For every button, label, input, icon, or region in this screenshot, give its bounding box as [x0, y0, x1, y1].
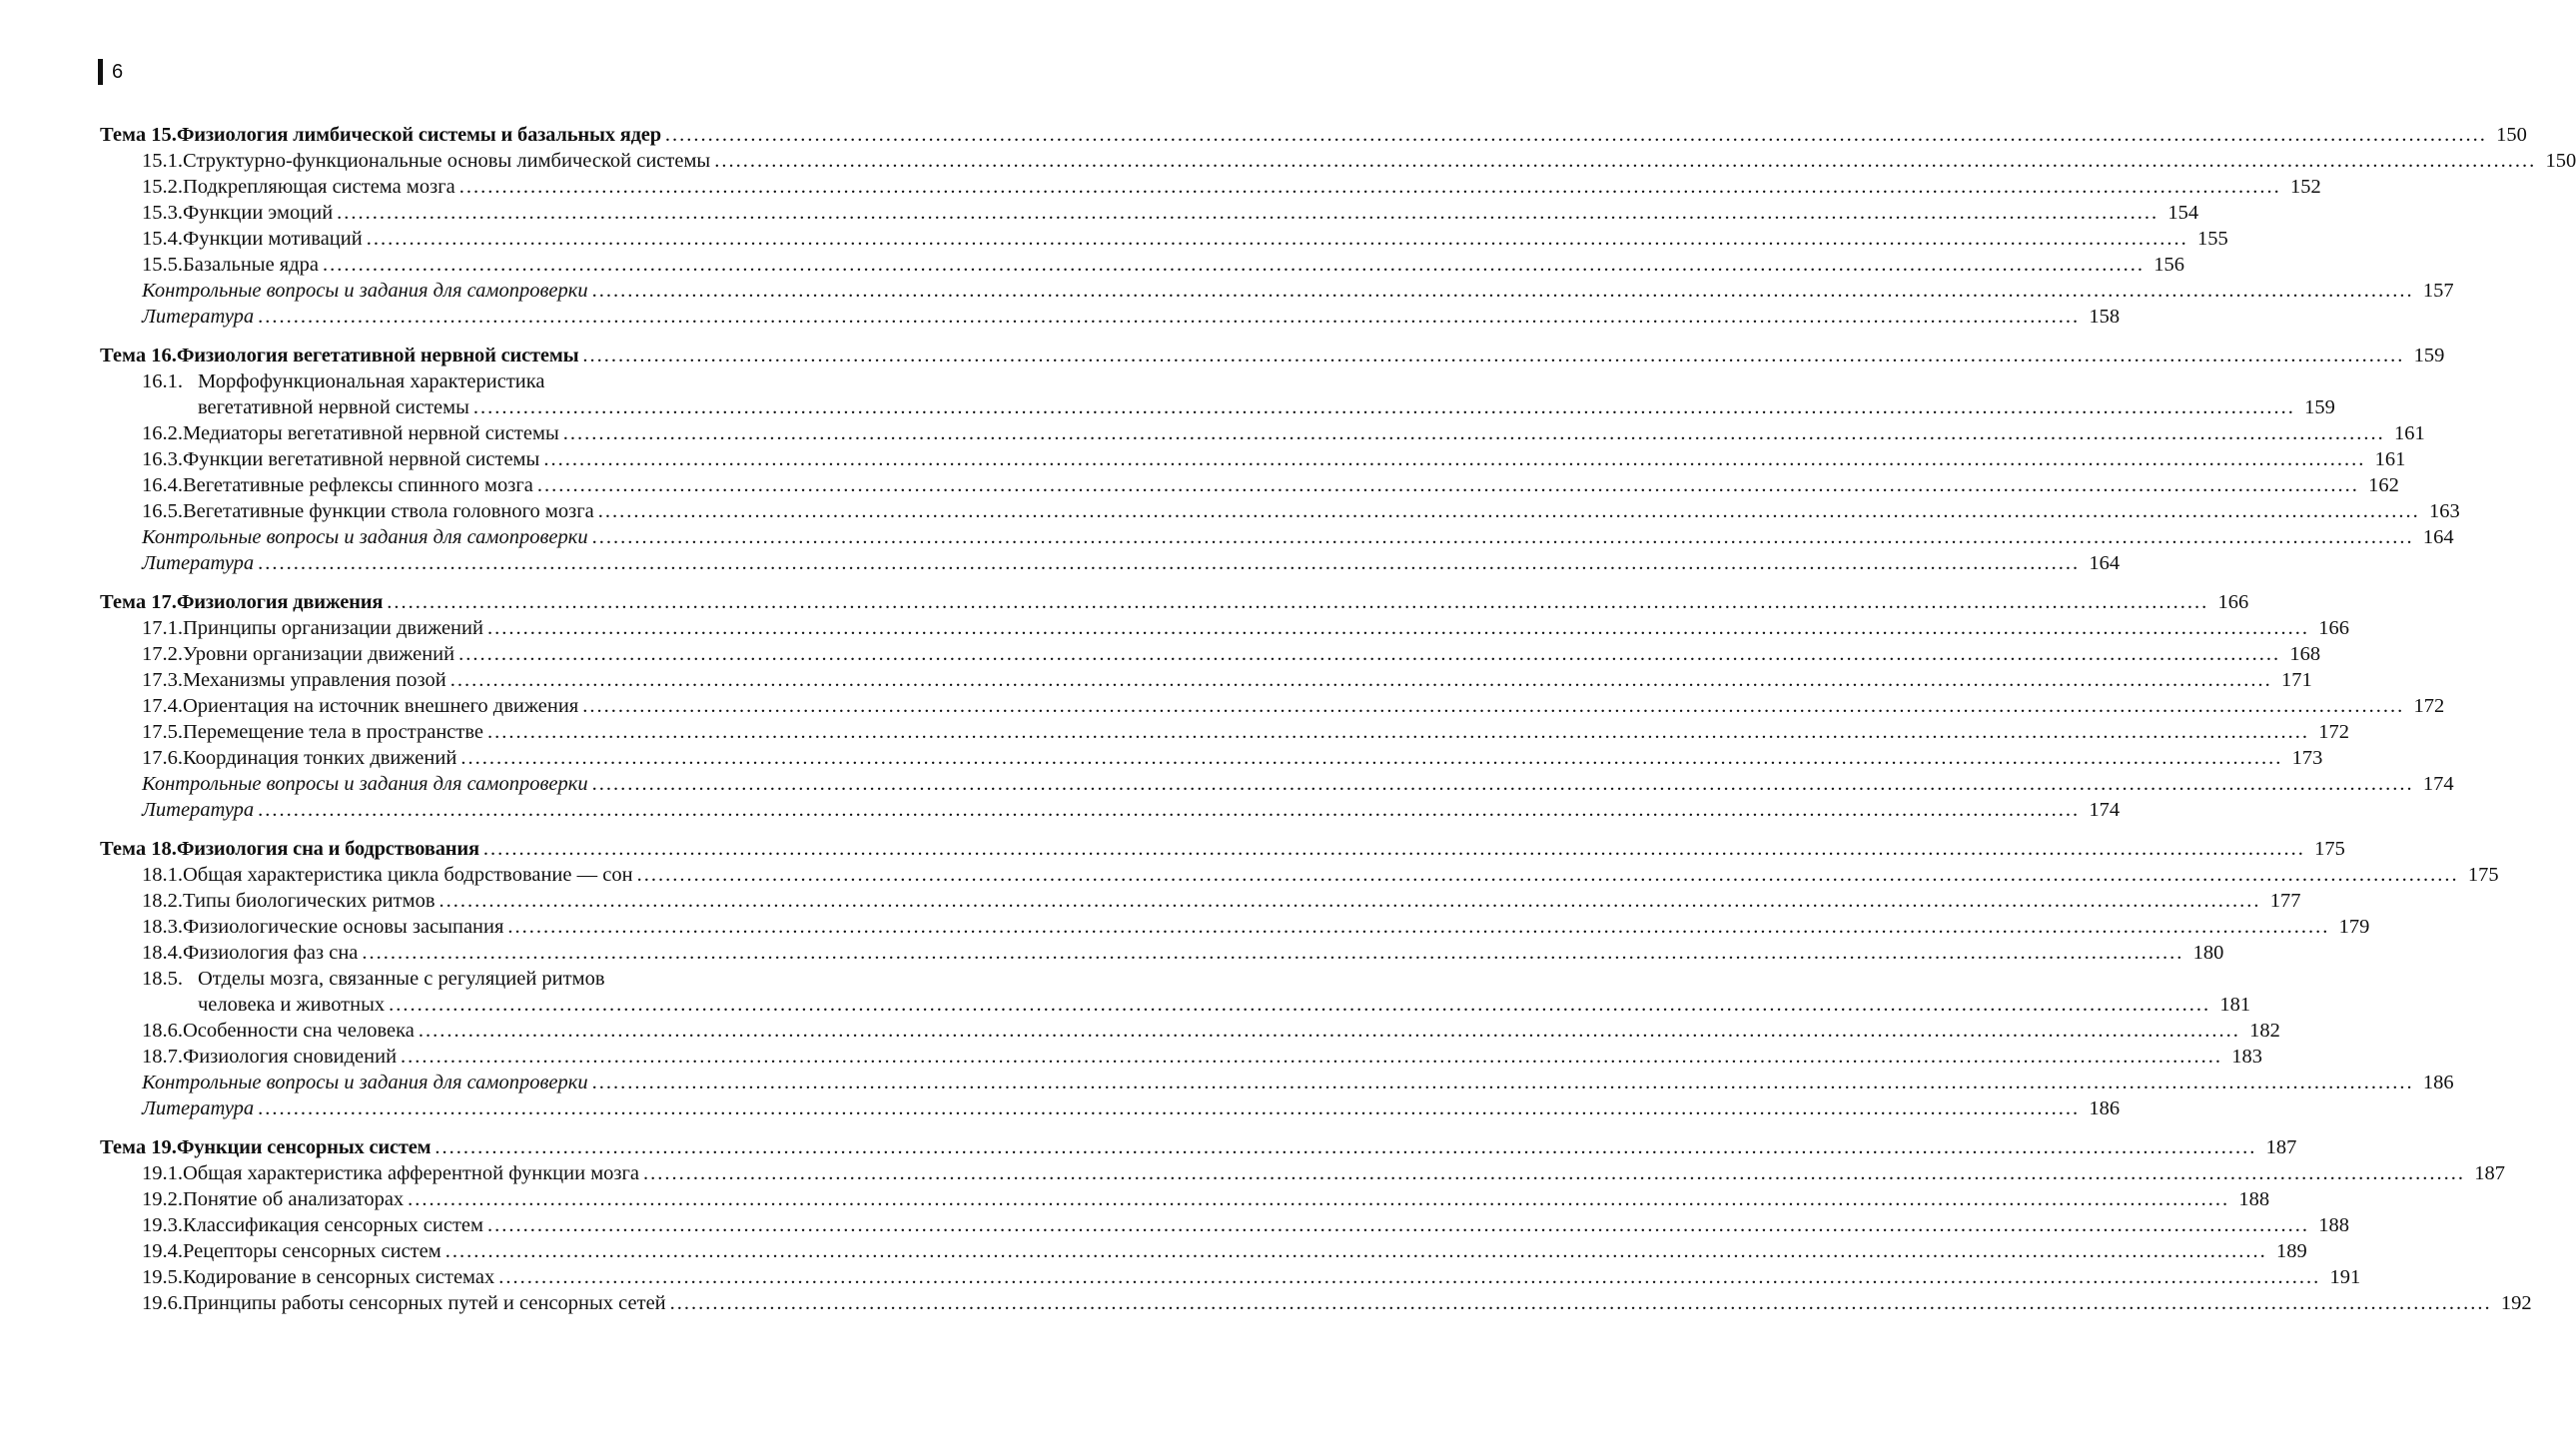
page-ref: 177 — [2269, 890, 2301, 912]
entry-title: Классификация сенсорных систем — [183, 1214, 484, 1236]
page-ref: 155 — [2196, 228, 2228, 250]
literature-title: Литература — [142, 1097, 255, 1119]
leader-dots — [487, 615, 2309, 641]
entry-number: 19.5. — [142, 1266, 183, 1288]
toc-entry — [100, 1160, 2506, 1186]
entry-number: 15.3. — [142, 202, 183, 224]
page-ref: 166 — [2318, 617, 2349, 639]
toc-entry — [100, 446, 2406, 472]
entry-number: 16.2. — [142, 422, 183, 444]
leader-dots — [323, 252, 2145, 278]
entry-number: 19.6. — [142, 1292, 183, 1314]
page-ref: 191 — [2329, 1266, 2361, 1288]
page-ref: 187 — [2265, 1136, 2297, 1158]
leader-dots — [367, 226, 2188, 252]
page-ref: 186 — [2089, 1097, 2121, 1119]
toc-entry — [100, 888, 2301, 914]
toc-entry — [100, 1238, 2307, 1264]
entry-title: Физиология сновидений — [183, 1046, 398, 1068]
entry-number: 15.1. — [142, 150, 183, 172]
chapter-title: Физиология сна и бодрствования — [176, 838, 479, 860]
literature-title: Литература — [142, 552, 255, 574]
literature-title: Литература — [142, 306, 255, 328]
entry-number: 17.6. — [142, 747, 183, 769]
page-ref: 182 — [2249, 1020, 2280, 1042]
entry-title: Морфофункциональная характеристика — [198, 370, 545, 392]
page-ref: 186 — [2422, 1072, 2454, 1093]
entry-number: 18.2. — [142, 890, 183, 912]
entry-title: Функции мотиваций — [183, 228, 363, 250]
leader-dots — [337, 200, 2158, 226]
toc-entry — [100, 472, 2399, 498]
leader-dots — [670, 1290, 2492, 1316]
entry-title: Механизмы управления позой — [183, 669, 446, 691]
chapter-label: Тема 18. — [100, 838, 177, 860]
entry-number: 15.2. — [142, 176, 183, 198]
toc-entry — [100, 940, 2224, 966]
chapter-label: Тема 15. — [100, 124, 177, 146]
page-ref: 174 — [2089, 799, 2121, 821]
entry-title: Принципы работы сенсорных путей и сенсорных сетей — [183, 1292, 666, 1314]
leader-dots — [460, 745, 2282, 771]
toc-entry-continuation — [100, 394, 2335, 420]
entry-number: 18.4. — [142, 942, 183, 964]
page-ref: 175 — [2314, 838, 2345, 860]
toc-entry — [100, 719, 2350, 745]
toc-entry — [100, 914, 2370, 940]
review-questions-entry — [100, 524, 2454, 550]
page-ref: 152 — [2289, 176, 2321, 198]
toc-entry — [100, 862, 2499, 888]
entry-title: Общая характеристика цикла бодрствование — сон — [183, 864, 633, 886]
leader-dots — [582, 693, 2404, 719]
toc-entry — [100, 148, 2576, 174]
entry-number: 17.5. — [142, 721, 183, 743]
page-ref: 173 — [2291, 747, 2323, 769]
entry-title: Кодирование в сенсорных системах — [183, 1266, 495, 1288]
page-ref: 161 — [2374, 448, 2406, 470]
page-ref: 163 — [2429, 500, 2460, 522]
leader-dots — [258, 550, 2080, 576]
leader-dots — [389, 992, 2210, 1018]
entry-title-continued: человека и животных — [198, 994, 386, 1016]
page-ref: 174 — [2422, 773, 2454, 795]
chapter-heading — [100, 1134, 2297, 1160]
chapter-heading — [100, 343, 2445, 368]
page-ref: 175 — [2467, 864, 2499, 886]
entry-number: 17.2. — [142, 643, 183, 665]
entry-number: 16.3. — [142, 448, 183, 470]
leader-dots — [543, 446, 2365, 472]
leader-dots — [498, 1264, 2320, 1290]
entry-number: 16.4. — [142, 474, 183, 496]
page-ref: 157 — [2422, 280, 2454, 302]
chapter-label: Тема 16. — [100, 345, 177, 366]
page-ref: 159 — [2304, 396, 2335, 418]
entry-title: Базальные ядра — [183, 254, 320, 276]
entry-title: Функции эмоций — [183, 202, 334, 224]
entry-title: Перемещение тела в пространстве — [183, 721, 484, 743]
page-number: 6 — [112, 60, 124, 83]
page-ref: 154 — [2167, 202, 2199, 224]
page-ref: 162 — [2368, 474, 2399, 496]
leader-dots — [592, 524, 2414, 550]
page-ref: 168 — [2289, 643, 2321, 665]
entry-number: 19.2. — [142, 1188, 183, 1210]
header-bar — [98, 59, 103, 85]
chapter-block — [100, 1134, 2532, 1316]
review-questions-title: Контрольные вопросы и задания для самопроверки — [142, 526, 588, 548]
chapter-heading — [100, 122, 2527, 148]
entry-title: Отделы мозга, связанные с регуляцией ритмов — [198, 968, 605, 990]
entry-number: 18.5. — [142, 968, 183, 990]
leader-dots — [592, 771, 2414, 797]
leader-dots — [507, 914, 2329, 940]
leader-dots — [598, 498, 2420, 524]
entry-title: Структурно-функциональные основы лимбической системы — [183, 150, 711, 172]
entry-title: Медиаторы вегетативной нервной системы — [183, 422, 559, 444]
page-ref: 150 — [2496, 124, 2527, 146]
chapter-title: Физиология вегетативной нервной системы — [176, 345, 579, 366]
toc-entry — [100, 368, 943, 394]
review-questions-title: Контрольные вопросы и задания для самопроверки — [142, 773, 588, 795]
toc-entry — [100, 1290, 2532, 1316]
toc-entry — [100, 641, 2321, 667]
entry-title: Подкрепляющая система мозга — [183, 176, 455, 198]
page-ref: 171 — [2280, 669, 2312, 691]
leader-dots — [643, 1160, 2465, 1186]
leader-dots — [387, 589, 2208, 615]
leader-dots — [362, 940, 2183, 966]
toc-entry — [100, 1212, 2350, 1238]
leader-dots — [450, 667, 2272, 693]
entry-number: 19.3. — [142, 1214, 183, 1236]
entry-number: 18.7. — [142, 1046, 183, 1068]
toc-entry-continuation — [100, 992, 2251, 1018]
entry-number: 18.3. — [142, 916, 183, 938]
toc-entry — [100, 226, 2228, 252]
review-questions-entry — [100, 771, 2454, 797]
leader-dots — [434, 1134, 2256, 1160]
toc-entry — [100, 966, 943, 992]
literature-entry — [100, 304, 2121, 330]
toc-entry — [100, 252, 2185, 278]
chapter-label: Тема 19. — [100, 1136, 177, 1158]
entry-title: Рецепторы сенсорных систем — [183, 1240, 441, 1262]
page-ref: 180 — [2192, 942, 2224, 964]
leader-dots — [439, 888, 2261, 914]
chapter-title: Физиология лимбической системы и базальных ядер — [176, 124, 661, 146]
chapter-title: Физиология движения — [176, 591, 384, 613]
page-ref: 183 — [2231, 1046, 2263, 1068]
page-ref: 188 — [2238, 1188, 2270, 1210]
leader-dots — [401, 1044, 2222, 1070]
toc-entry — [100, 1018, 2280, 1044]
entry-title: Функции вегетативной нервной системы — [183, 448, 540, 470]
chapter-heading — [100, 836, 2345, 862]
entry-title: Вегетативные рефлексы спинного мозга — [183, 474, 533, 496]
literature-title: Литература — [142, 799, 255, 821]
entry-title: Общая характеристика афферентной функции мозга — [183, 1162, 640, 1184]
chapter-block — [100, 589, 2454, 823]
entry-title: Вегетативные функции ствола головного мозга — [183, 500, 594, 522]
toc-entry — [100, 1044, 2263, 1070]
toc-entry — [100, 174, 2321, 200]
leader-dots — [487, 719, 2309, 745]
page-ref: 187 — [2474, 1162, 2506, 1184]
entry-title: Понятие об анализаторах — [183, 1188, 405, 1210]
leader-dots — [714, 148, 2536, 174]
entry-number: 19.4. — [142, 1240, 183, 1262]
entry-number: 17.4. — [142, 695, 183, 717]
toc-entry — [100, 1264, 2361, 1290]
leader-dots — [592, 278, 2414, 304]
leader-dots — [592, 1070, 2414, 1095]
leader-dots — [459, 174, 2281, 200]
chapter-title: Функции сенсорных систем — [176, 1136, 431, 1158]
entry-title: Ориентация на источник внешнего движения — [183, 695, 579, 717]
page-ref: 164 — [2089, 552, 2121, 574]
review-questions-entry — [100, 278, 2454, 304]
leader-dots — [537, 472, 2359, 498]
leader-dots — [408, 1186, 2229, 1212]
entry-title: Типы биологических ритмов — [183, 890, 435, 912]
literature-entry — [100, 1095, 2121, 1121]
chapter-block — [100, 836, 2499, 1121]
literature-entry — [100, 550, 2121, 576]
literature-entry — [100, 797, 2121, 823]
leader-dots — [258, 304, 2080, 330]
entry-title-continued: вегетативной нервной системы — [198, 396, 469, 418]
page-ref: 172 — [2318, 721, 2350, 743]
toc-entry — [100, 615, 2349, 641]
leader-dots — [582, 343, 2404, 368]
entry-number: 18.1. — [142, 864, 183, 886]
entry-number: 15.4. — [142, 228, 183, 250]
toc-entry — [100, 200, 2199, 226]
leader-dots — [458, 641, 2280, 667]
toc-entry — [100, 745, 2323, 771]
page-ref: 188 — [2318, 1214, 2350, 1236]
entry-title: Принципы организации движений — [183, 617, 483, 639]
entry-number: 19.1. — [142, 1162, 183, 1184]
review-questions-entry — [100, 1070, 2454, 1095]
page-ref: 181 — [2219, 994, 2251, 1016]
page-ref: 156 — [2153, 254, 2185, 276]
entry-number: 17.1. — [142, 617, 183, 639]
page-ref: 161 — [2393, 422, 2425, 444]
page-header — [98, 58, 123, 86]
entry-number: 16.5. — [142, 500, 183, 522]
leader-dots — [258, 797, 2080, 823]
chapter-label: Тема 17. — [100, 591, 177, 613]
leader-dots — [258, 1095, 2080, 1121]
entry-number: 18.6. — [142, 1020, 183, 1042]
page-ref: 164 — [2422, 526, 2454, 548]
leader-dots — [473, 394, 2295, 420]
leader-dots — [665, 122, 2487, 148]
toc-entry — [100, 1186, 2270, 1212]
toc-entry — [100, 693, 2445, 719]
leader-dots — [483, 836, 2305, 862]
entry-title: Физиология фаз сна — [183, 942, 359, 964]
page-ref: 179 — [2338, 916, 2370, 938]
chapter-block — [100, 122, 2576, 330]
page-ref: 166 — [2217, 591, 2249, 613]
page-ref: 172 — [2413, 695, 2445, 717]
entry-title: Особенности сна человека — [183, 1020, 415, 1042]
entry-title: Физиологические основы засыпания — [183, 916, 504, 938]
page-ref: 192 — [2500, 1292, 2532, 1314]
leader-dots — [445, 1238, 2267, 1264]
review-questions-title: Контрольные вопросы и задания для самопроверки — [142, 280, 588, 302]
leader-dots — [637, 862, 2459, 888]
entry-title: Координация тонких движений — [183, 747, 457, 769]
leader-dots — [419, 1018, 2240, 1044]
page-ref: 159 — [2413, 345, 2445, 366]
toc-entry — [100, 667, 2312, 693]
entry-number: 16.1. — [142, 370, 183, 392]
page-ref: 189 — [2275, 1240, 2307, 1262]
toc-entry — [100, 498, 2460, 524]
entry-title: Уровни организации движений — [183, 643, 455, 665]
entry-number: 17.3. — [142, 669, 183, 691]
chapter-block — [100, 343, 2460, 576]
leader-dots — [563, 420, 2385, 446]
review-questions-title: Контрольные вопросы и задания для самопроверки — [142, 1072, 588, 1093]
chapter-heading — [100, 589, 2249, 615]
page-ref: 150 — [2545, 150, 2576, 172]
entry-number: 15.5. — [142, 254, 183, 276]
leader-dots — [487, 1212, 2309, 1238]
toc-entry — [100, 420, 2425, 446]
table-of-contents — [100, 122, 2576, 1329]
page-ref: 158 — [2089, 306, 2121, 328]
